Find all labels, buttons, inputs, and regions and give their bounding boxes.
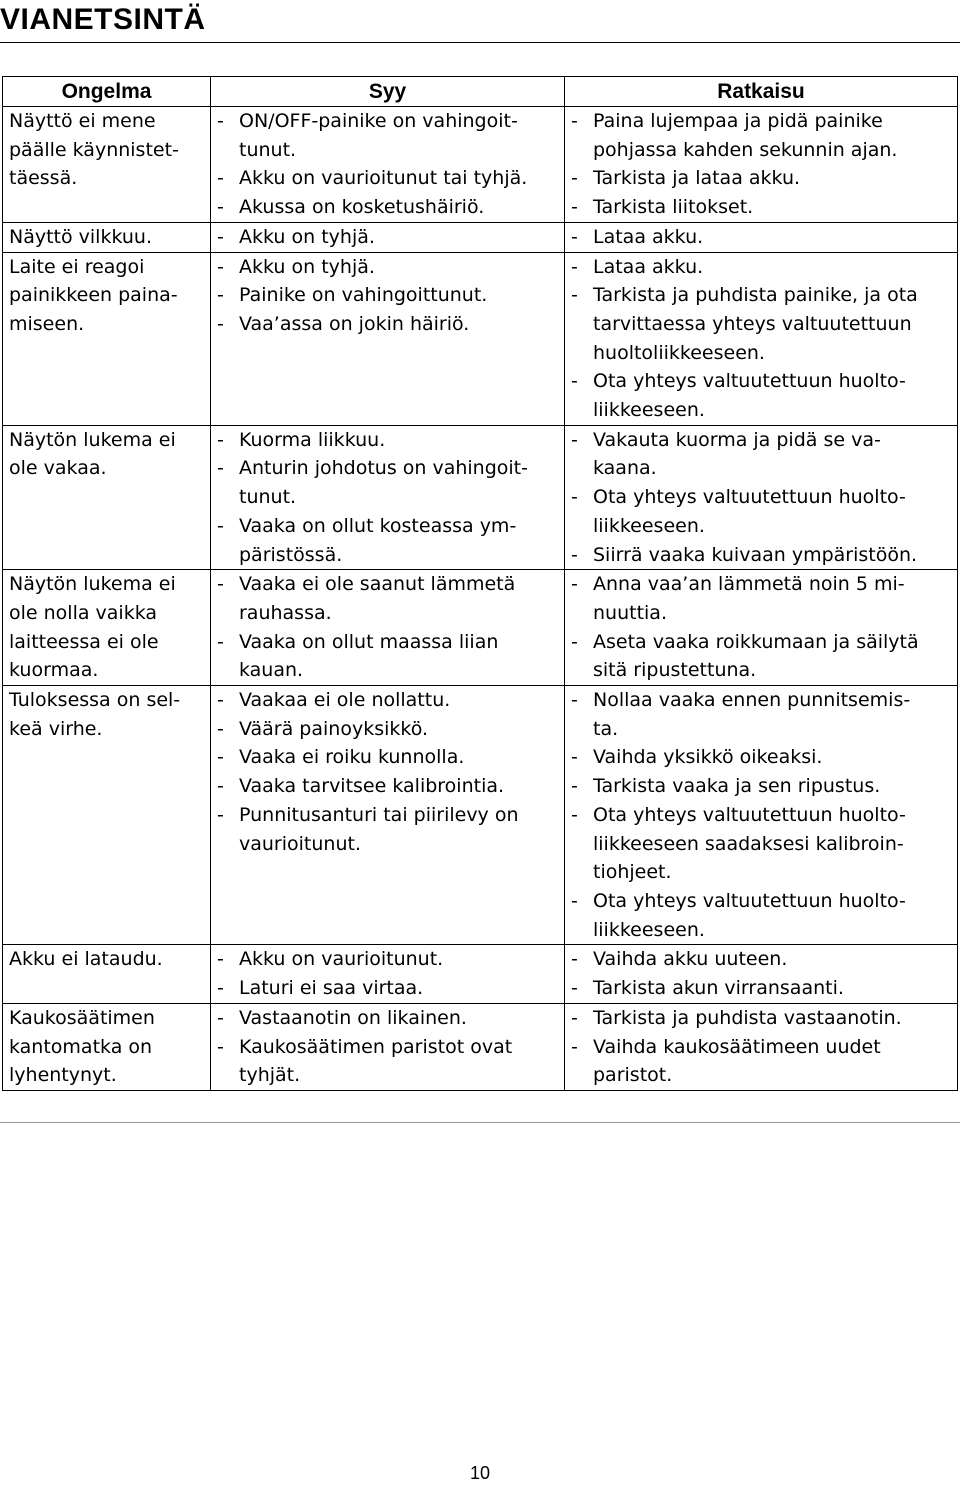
dash-marker: - bbox=[217, 312, 224, 335]
cause-text: Vaaka tarvitsee kalibrointia. bbox=[239, 775, 505, 798]
dash-marker: - bbox=[217, 803, 224, 826]
cause-text: ON/OFF-painike on vahingoit- tunut. bbox=[239, 110, 518, 161]
solution-cell bbox=[565, 252, 958, 425]
cause-item bbox=[217, 974, 560, 1003]
dash-marker: - bbox=[217, 717, 224, 740]
cause-item bbox=[217, 310, 560, 339]
solution-text: Ota yhteys valtuutettuun huolto- liikkeeseen. bbox=[593, 370, 906, 422]
solution-cell bbox=[565, 1003, 958, 1090]
dash-marker: - bbox=[571, 573, 578, 596]
cause-text: Kuorma liikkuu. bbox=[239, 428, 386, 451]
page-number: 10 bbox=[469, 1463, 491, 1483]
solution-item bbox=[571, 743, 953, 772]
dash-marker: - bbox=[217, 1035, 224, 1058]
cause-text: Akussa on kosketushäiriö. bbox=[239, 196, 485, 219]
dash-marker: - bbox=[571, 889, 578, 912]
dash-marker: - bbox=[217, 514, 224, 537]
cause-text: Vaaka ei ole saanut lämmetä rauhassa. bbox=[239, 573, 516, 624]
header-cause: Syy bbox=[211, 77, 565, 107]
table-row bbox=[3, 1003, 958, 1090]
problem-text: Näyttö vilkkuu. bbox=[9, 225, 153, 248]
cause-item bbox=[217, 743, 560, 772]
header-problem: Ongelma bbox=[3, 77, 211, 107]
dash-marker: - bbox=[571, 948, 578, 971]
cause-item bbox=[217, 570, 560, 627]
cause-item bbox=[217, 164, 560, 193]
dash-marker: - bbox=[571, 689, 578, 712]
dash-marker: - bbox=[571, 110, 578, 132]
cause-item bbox=[217, 801, 560, 858]
table-row bbox=[3, 252, 958, 425]
cause-item bbox=[217, 628, 560, 685]
dash-marker: - bbox=[217, 1006, 224, 1029]
table-row bbox=[3, 945, 958, 1003]
solution-text: Vakauta kuorma ja pidä se va- kaana. bbox=[593, 428, 881, 480]
cause-item bbox=[217, 772, 560, 801]
table-row bbox=[3, 570, 958, 686]
problem-text: Laite ei reagoi painikkeen paina- miseen. bbox=[9, 255, 178, 335]
solution-item bbox=[571, 193, 953, 222]
dash-marker: - bbox=[571, 630, 578, 653]
problem-text: Näyttö ei mene päälle käynnistet- täessä. bbox=[9, 110, 179, 190]
solution-text: Vaihda kaukosäätimeen uudet paristot. bbox=[593, 1035, 881, 1087]
cause-item bbox=[217, 686, 560, 715]
cause-cell bbox=[211, 222, 565, 252]
table-row bbox=[3, 107, 958, 223]
cause-item bbox=[217, 107, 560, 164]
problem-cell bbox=[3, 107, 211, 223]
cause-item bbox=[217, 715, 560, 744]
solution-text: Siirrä vaaka kuivaan ympäristöön. bbox=[593, 543, 918, 566]
cause-item bbox=[217, 1004, 560, 1033]
solution-text: Tarkista ja puhdista vastaanotin. bbox=[593, 1006, 902, 1029]
table-row bbox=[3, 686, 958, 945]
cause-text: Akku on vaurioitunut tai tyhjä. bbox=[239, 167, 528, 190]
solution-item bbox=[571, 628, 953, 685]
cause-text: Laturi ei saa virtaa. bbox=[239, 977, 424, 1000]
dash-marker: - bbox=[217, 225, 224, 248]
cause-cell bbox=[211, 107, 565, 223]
solution-text: Lataa akku. bbox=[593, 255, 704, 278]
dash-marker: - bbox=[571, 486, 578, 509]
cause-text: Vaa’assa on jokin häiriö. bbox=[239, 312, 470, 335]
solution-text: Nollaa vaaka ennen punnitsemis- ta. bbox=[593, 689, 911, 740]
dash-marker: - bbox=[217, 110, 224, 132]
dash-marker: - bbox=[217, 284, 224, 307]
problem-cell bbox=[3, 945, 211, 1003]
problem-cell bbox=[3, 252, 211, 425]
dash-marker: - bbox=[571, 167, 578, 190]
dash-marker: - bbox=[571, 1035, 578, 1058]
cause-text: Anturin johdotus on vahingoit- tunut. bbox=[239, 457, 528, 509]
cause-cell bbox=[211, 252, 565, 425]
solution-item bbox=[571, 801, 953, 887]
dash-marker: - bbox=[217, 977, 224, 1000]
solution-text: Tarkista ja lataa akku. bbox=[593, 167, 801, 190]
cause-text: Akku on vaurioitunut. bbox=[239, 948, 444, 971]
solution-text: Paina lujempaa ja pidä painike pohjassa kahden sekunnin ajan. bbox=[593, 110, 898, 161]
solution-item bbox=[571, 281, 953, 367]
dash-marker: - bbox=[571, 977, 578, 1000]
solution-text: Ota yhteys valtuutettuun huolto- liikkeeseen saadaksesi kalibroin- tiohjeet. bbox=[593, 803, 906, 884]
dash-marker: - bbox=[217, 573, 224, 596]
cause-cell bbox=[211, 686, 565, 945]
cause-text: Väärä painoyksikkö. bbox=[239, 717, 429, 740]
solution-item bbox=[571, 541, 953, 570]
solution-text: Ota yhteys valtuutettuun huolto- liikkeeseen. bbox=[593, 889, 906, 941]
solution-item bbox=[571, 426, 953, 483]
page-title: VIANETSINTÄ bbox=[0, 3, 206, 36]
solution-text: Lataa akku. bbox=[593, 225, 704, 248]
solution-cell bbox=[565, 222, 958, 252]
dash-marker: - bbox=[217, 457, 224, 480]
dash-marker: - bbox=[217, 255, 224, 278]
dash-marker: - bbox=[217, 746, 224, 769]
solution-cell bbox=[565, 945, 958, 1003]
dash-marker: - bbox=[571, 428, 578, 451]
problem-cell bbox=[3, 425, 211, 570]
solution-text: Ota yhteys valtuutettuun huolto- liikkeeseen. bbox=[593, 486, 906, 537]
dash-marker: - bbox=[217, 428, 224, 451]
cause-item bbox=[217, 426, 560, 455]
cause-item bbox=[217, 454, 560, 511]
dash-marker: - bbox=[571, 196, 578, 219]
solution-item bbox=[571, 686, 953, 743]
solution-cell bbox=[565, 570, 958, 686]
solution-item bbox=[571, 570, 953, 627]
solution-cell bbox=[565, 686, 958, 945]
cause-text: Painike on vahingoittunut. bbox=[239, 284, 488, 307]
cause-item bbox=[217, 945, 560, 974]
problem-cell bbox=[3, 686, 211, 945]
solution-item bbox=[571, 945, 953, 974]
solution-item bbox=[571, 223, 953, 252]
cause-text: Kaukosäätimen paristot ovat tyhjät. bbox=[239, 1035, 513, 1087]
problem-text: Näytön lukema ei ole nolla vaikka laitteessa ei ole kuormaa. bbox=[9, 573, 176, 682]
solution-text: Anna vaa’an lämmetä noin 5 mi- nuuttia. bbox=[593, 573, 905, 624]
dash-marker: - bbox=[217, 689, 224, 712]
dash-marker: - bbox=[217, 167, 224, 190]
cause-item bbox=[217, 512, 560, 569]
dash-marker: - bbox=[571, 775, 578, 798]
table-row bbox=[3, 222, 958, 252]
dash-marker: - bbox=[571, 225, 578, 248]
cause-text: Punnitusanturi tai piirilevy on vaurioitunut. bbox=[239, 803, 519, 855]
dash-marker: - bbox=[571, 255, 578, 278]
solution-item bbox=[571, 253, 953, 282]
dash-marker: - bbox=[217, 775, 224, 798]
solution-item bbox=[571, 772, 953, 801]
cause-cell bbox=[211, 425, 565, 570]
dash-marker: - bbox=[571, 803, 578, 826]
solution-text: Tarkista ja puhdista painike, ja ota tarvittaessa yhteys valtuutettuun huoltoliikkeeseen. bbox=[593, 284, 918, 364]
solution-text: Vaihda yksikkö oikeaksi. bbox=[593, 746, 823, 769]
cause-item bbox=[217, 223, 560, 252]
dash-marker: - bbox=[571, 284, 578, 307]
solution-cell bbox=[565, 107, 958, 223]
solution-text: Tarkista akun virransaanti. bbox=[593, 977, 844, 1000]
dash-marker: - bbox=[217, 948, 224, 971]
solution-item bbox=[571, 107, 953, 164]
problem-cell bbox=[3, 570, 211, 686]
dash-marker: - bbox=[571, 746, 578, 769]
dash-marker: - bbox=[571, 370, 578, 393]
table-row bbox=[3, 425, 958, 570]
solution-item bbox=[571, 974, 953, 1003]
problem-text: Tuloksessa on sel- keä virhe. bbox=[9, 689, 181, 740]
cause-text: Vastaanotin on likainen. bbox=[239, 1006, 467, 1029]
problem-text: Akku ei lataudu. bbox=[9, 948, 163, 971]
cause-cell bbox=[211, 570, 565, 686]
cause-item bbox=[217, 1033, 560, 1090]
cause-item bbox=[217, 253, 560, 282]
solution-text: Vaihda akku uuteen. bbox=[593, 948, 788, 971]
dash-marker: - bbox=[571, 543, 578, 566]
cause-cell bbox=[211, 945, 565, 1003]
solution-item bbox=[571, 887, 953, 944]
dash-marker: - bbox=[217, 630, 224, 653]
solution-text: Tarkista vaaka ja sen ripustus. bbox=[593, 775, 881, 798]
cause-text: Vaaka ei roiku kunnolla. bbox=[239, 746, 465, 769]
problem-text: Kaukosäätimen kantomatka on lyhentynyt. bbox=[9, 1006, 155, 1087]
problem-text: Näytön lukema ei ole vakaa. bbox=[9, 428, 176, 480]
title-divider bbox=[0, 42, 960, 43]
problem-cell bbox=[3, 1003, 211, 1090]
cause-text: Vaakaa ei ole nollattu. bbox=[239, 689, 451, 712]
cause-text: Akku on tyhjä. bbox=[239, 225, 375, 248]
cause-cell bbox=[211, 1003, 565, 1090]
problem-cell bbox=[3, 222, 211, 252]
cause-text: Vaaka on ollut kosteassa ym- päristössä. bbox=[239, 514, 517, 566]
cause-text: Vaaka on ollut maassa liian kauan. bbox=[239, 630, 499, 682]
solution-text: Tarkista liitokset. bbox=[593, 196, 754, 219]
solution-cell bbox=[565, 425, 958, 570]
solution-item bbox=[571, 1033, 953, 1090]
solution-item bbox=[571, 164, 953, 193]
solution-item bbox=[571, 483, 953, 540]
cause-text: Akku on tyhjä. bbox=[239, 255, 375, 278]
dash-marker: - bbox=[571, 1006, 578, 1029]
bottom-divider bbox=[0, 1122, 960, 1123]
cause-item bbox=[217, 193, 560, 222]
solution-item bbox=[571, 1004, 953, 1033]
cause-item bbox=[217, 281, 560, 310]
header-solution: Ratkaisu bbox=[565, 77, 958, 107]
dash-marker: - bbox=[217, 196, 224, 219]
solution-item bbox=[571, 367, 953, 424]
solution-text: Aseta vaaka roikkumaan ja säilytä sitä ripustettuna. bbox=[593, 630, 919, 682]
troubleshooting-table bbox=[2, 76, 958, 1091]
table-header-row bbox=[3, 77, 958, 107]
